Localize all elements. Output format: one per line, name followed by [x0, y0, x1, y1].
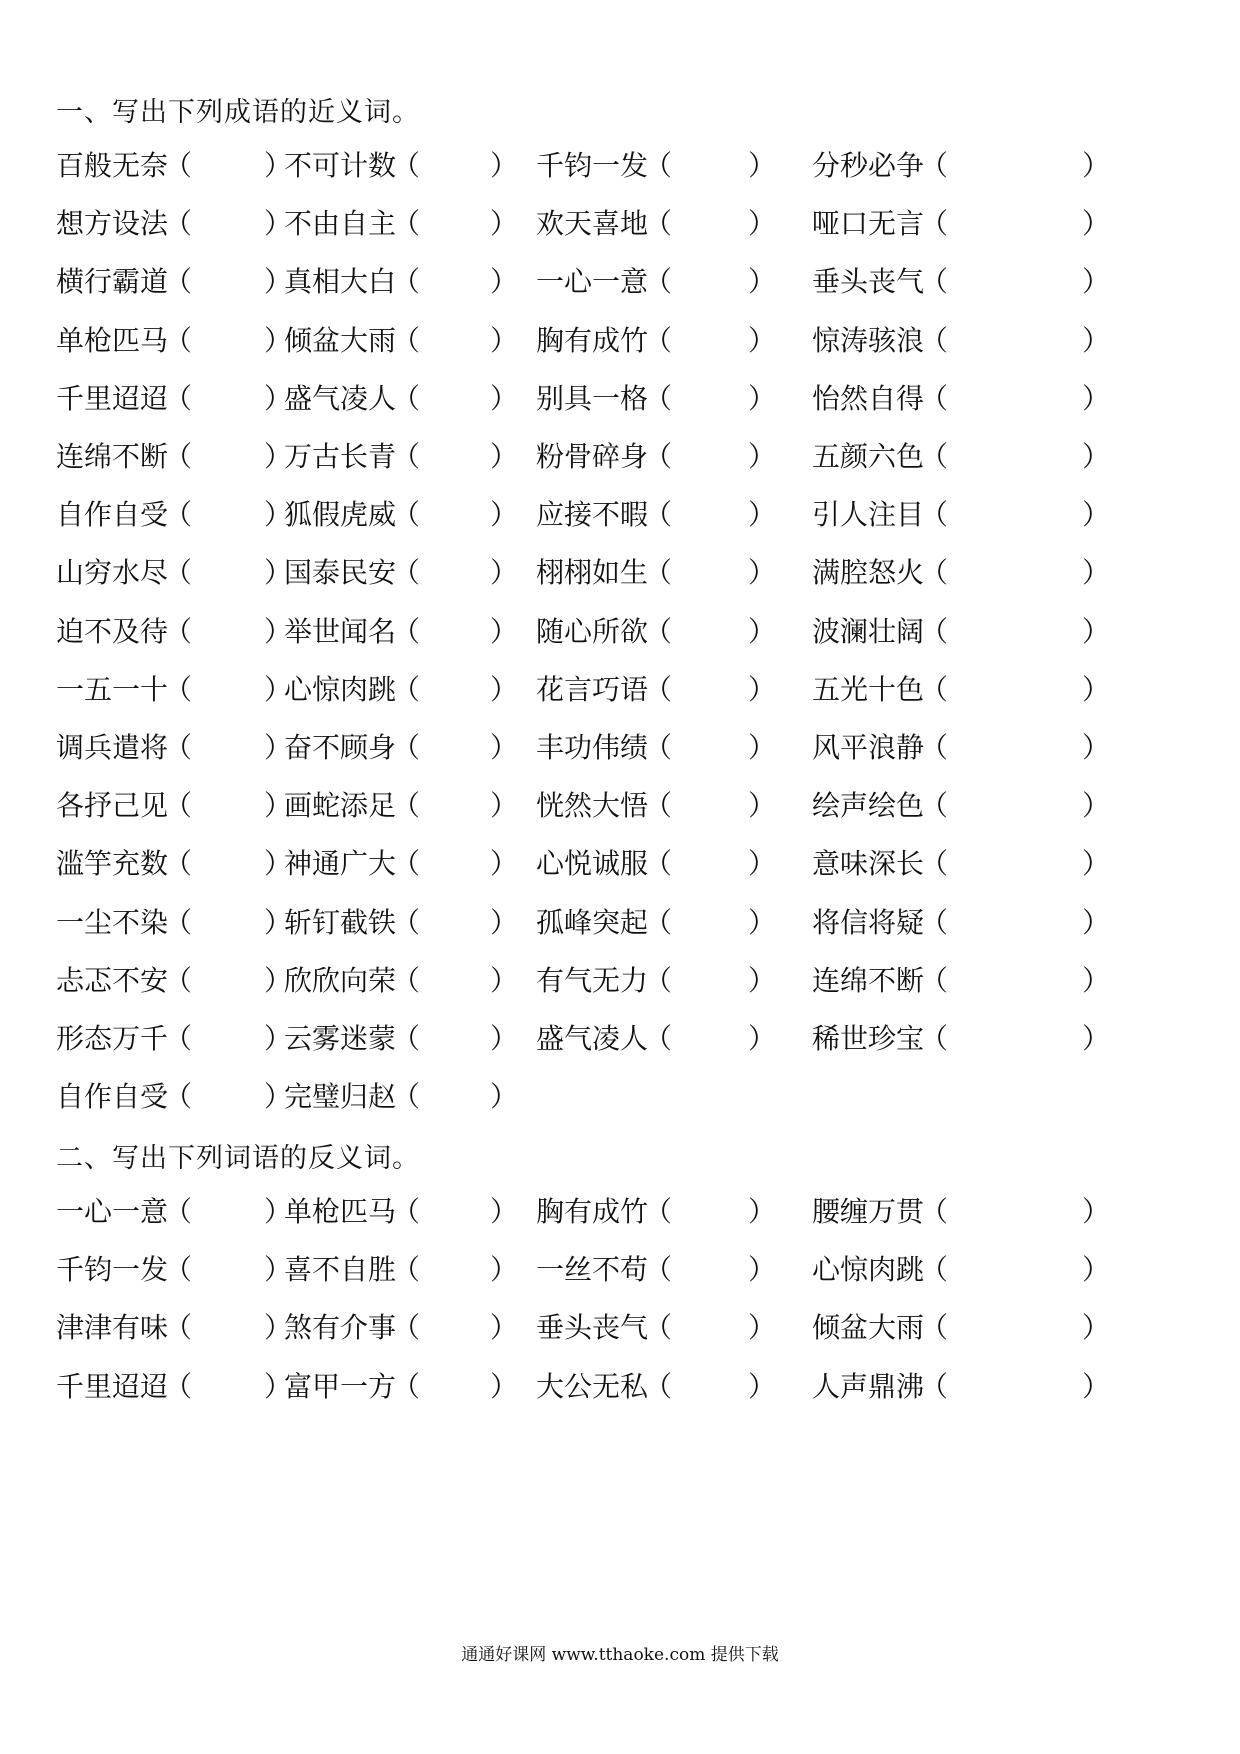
word-row	[56, 1367, 1176, 1407]
answer-paren-close: ）	[264, 905, 293, 939]
answer-paren-open: （	[164, 1195, 193, 1228]
answer-paren-open: （	[164, 731, 193, 764]
idiom-term: 盛气凌人	[284, 381, 397, 415]
idiom-term: 心惊肉跳	[284, 672, 397, 706]
idiom-term: 倾盆大雨	[812, 1311, 925, 1345]
answer-paren-open: （	[920, 381, 949, 415]
answer-paren-close: ）	[748, 1022, 777, 1055]
answer-paren-close: ）	[1082, 1022, 1111, 1055]
answer-paren-open: （	[164, 905, 193, 939]
answer-paren-open: （	[164, 498, 193, 532]
answer-paren-close: ）	[748, 498, 777, 532]
answer-paren-open: （	[164, 323, 193, 357]
word-row	[56, 786, 1176, 826]
answer-paren-open: （	[164, 556, 193, 590]
answer-paren-close: ）	[1082, 789, 1111, 823]
word-row	[56, 1077, 1176, 1117]
idiom-term: 百般无奈	[56, 149, 169, 182]
answer-paren-open: （	[392, 963, 421, 997]
section2-title: 二、写出下列词语的反义词。	[56, 1143, 420, 1174]
idiom-term: 意味深长	[812, 847, 925, 881]
answer-paren-close: ）	[748, 149, 777, 182]
idiom-term: 一心一意	[536, 265, 649, 299]
idiom-term: 煞有介事	[284, 1311, 397, 1345]
answer-paren-close: ）	[490, 1253, 519, 1287]
answer-paren-open: （	[920, 963, 949, 997]
idiom-term: 满腔怒火	[812, 556, 925, 590]
answer-paren-close: ）	[490, 847, 519, 881]
idiom-term: 奋不顾身	[284, 731, 397, 764]
answer-paren-open: （	[164, 1022, 193, 1055]
idiom-term: 波澜壮阔	[812, 614, 925, 648]
idiom-term: 千钧一发	[56, 1253, 169, 1287]
idiom-term: 心惊肉跳	[812, 1253, 925, 1287]
answer-paren-open: （	[644, 323, 673, 357]
answer-paren-close: ）	[490, 498, 519, 532]
idiom-term: 一丝不苟	[536, 1253, 649, 1287]
idiom-term: 完璧归赵	[284, 1080, 397, 1114]
answer-paren-close: ）	[264, 1195, 293, 1228]
word-row	[56, 146, 1176, 186]
answer-paren-close: ）	[748, 1253, 777, 1287]
idiom-term: 不由自主	[284, 207, 397, 241]
idiom-term: 喜不自胜	[284, 1253, 397, 1287]
idiom-term: 倾盆大雨	[284, 323, 397, 357]
idiom-term: 恍然大悟	[536, 789, 649, 823]
answer-paren-close: ）	[490, 905, 519, 939]
answer-paren-open: （	[392, 1253, 421, 1287]
answer-paren-close: ）	[1082, 440, 1111, 473]
answer-paren-open: （	[392, 1022, 421, 1055]
idiom-term: 万古长青	[284, 440, 397, 473]
answer-paren-open: （	[392, 207, 421, 241]
idiom-term: 心悦诚服	[536, 847, 649, 881]
answer-paren-close: ）	[490, 1080, 519, 1114]
answer-paren-open: （	[392, 440, 421, 473]
answer-paren-open: （	[644, 905, 673, 939]
answer-paren-open: （	[920, 847, 949, 881]
idiom-term: 稀世珍宝	[812, 1022, 925, 1055]
answer-paren-open: （	[392, 323, 421, 357]
answer-paren-close: ）	[748, 731, 777, 764]
answer-paren-open: （	[392, 498, 421, 532]
answer-paren-open: （	[164, 149, 193, 182]
answer-paren-open: （	[920, 1022, 949, 1055]
idiom-term: 绘声绘色	[812, 789, 925, 823]
answer-paren-open: （	[644, 440, 673, 473]
idiom-term: 丰功伟绩	[536, 731, 649, 764]
idiom-term: 粉骨碎身	[536, 440, 649, 473]
answer-paren-close: ）	[264, 440, 293, 473]
answer-paren-close: ）	[264, 1369, 293, 1403]
answer-paren-open: （	[644, 1022, 673, 1055]
answer-paren-close: ）	[490, 207, 519, 241]
answer-paren-open: （	[644, 498, 673, 532]
word-row	[56, 321, 1176, 361]
idiom-term: 胸有成竹	[536, 323, 649, 357]
word-row	[56, 379, 1176, 419]
answer-paren-close: ）	[490, 1195, 519, 1228]
answer-paren-open: （	[392, 614, 421, 648]
idiom-term: 一心一意	[56, 1195, 169, 1228]
idiom-term: 一五一十	[56, 672, 169, 706]
answer-paren-close: ）	[264, 1311, 293, 1345]
idiom-term: 孤峰突起	[536, 905, 649, 939]
answer-paren-open: （	[644, 1369, 673, 1403]
answer-paren-close: ）	[748, 672, 777, 706]
section1-title: 一、写出下列成语的近义词。	[56, 97, 420, 128]
answer-paren-open: （	[164, 381, 193, 415]
answer-paren-open: （	[644, 731, 673, 764]
answer-paren-close: ）	[1082, 149, 1111, 182]
answer-paren-close: ）	[1082, 1369, 1111, 1403]
answer-paren-open: （	[644, 789, 673, 823]
answer-paren-open: （	[920, 1253, 949, 1287]
answer-paren-close: ）	[1082, 265, 1111, 299]
answer-paren-open: （	[920, 789, 949, 823]
answer-paren-close: ）	[490, 672, 519, 706]
idiom-term: 画蛇添足	[284, 789, 397, 823]
idiom-term: 腰缠万贯	[812, 1195, 925, 1228]
answer-paren-open: （	[392, 556, 421, 590]
idiom-term: 风平浪静	[812, 731, 925, 764]
word-row	[56, 1192, 1176, 1232]
idiom-term: 欢天喜地	[536, 207, 649, 241]
answer-paren-close: ）	[748, 1195, 777, 1228]
answer-paren-open: （	[920, 440, 949, 473]
answer-paren-close: ）	[1082, 731, 1111, 764]
word-row	[56, 670, 1176, 710]
answer-paren-open: （	[920, 149, 949, 182]
answer-paren-open: （	[392, 149, 421, 182]
answer-paren-close: ）	[1082, 614, 1111, 648]
answer-paren-close: ）	[490, 440, 519, 473]
answer-paren-open: （	[920, 614, 949, 648]
idiom-term: 应接不暇	[536, 498, 649, 532]
idiom-term: 各抒己见	[56, 789, 169, 823]
answer-paren-open: （	[164, 1080, 193, 1114]
word-row	[56, 612, 1176, 652]
answer-paren-open: （	[644, 614, 673, 648]
answer-paren-close: ）	[264, 789, 293, 823]
answer-paren-open: （	[920, 1195, 949, 1228]
word-row	[56, 1250, 1176, 1290]
answer-paren-open: （	[164, 1311, 193, 1345]
idiom-term: 五颜六色	[812, 440, 925, 473]
answer-paren-close: ）	[490, 381, 519, 415]
answer-paren-close: ）	[264, 672, 293, 706]
idiom-term: 人声鼎沸	[812, 1369, 925, 1403]
answer-paren-open: （	[164, 847, 193, 881]
answer-paren-open: （	[392, 1080, 421, 1114]
idiom-term: 连绵不断	[56, 440, 169, 473]
answer-paren-close: ）	[748, 381, 777, 415]
answer-paren-open: （	[164, 614, 193, 648]
idiom-term: 大公无私	[536, 1369, 649, 1403]
idiom-term: 单枪匹马	[56, 323, 169, 357]
idiom-term: 千钧一发	[536, 149, 649, 182]
idiom-term: 五光十色	[812, 672, 925, 706]
idiom-term: 分秒必争	[812, 149, 925, 182]
word-row	[56, 1308, 1176, 1348]
answer-paren-open: （	[644, 149, 673, 182]
word-row	[56, 728, 1176, 768]
answer-paren-close: ）	[264, 1022, 293, 1055]
idiom-term: 哑口无言	[812, 207, 925, 241]
answer-paren-open: （	[392, 905, 421, 939]
answer-paren-open: （	[920, 1369, 949, 1403]
answer-paren-open: （	[392, 265, 421, 299]
answer-paren-close: ）	[1082, 556, 1111, 590]
answer-paren-open: （	[644, 963, 673, 997]
answer-paren-open: （	[920, 498, 949, 532]
word-row	[56, 262, 1176, 302]
answer-paren-close: ）	[264, 731, 293, 764]
idiom-term: 滥竽充数	[56, 847, 169, 881]
word-row	[56, 553, 1176, 593]
answer-paren-close: ）	[748, 847, 777, 881]
idiom-term: 富甲一方	[284, 1369, 397, 1403]
idiom-term: 随心所欲	[536, 614, 649, 648]
answer-paren-open: （	[392, 381, 421, 415]
answer-paren-open: （	[920, 265, 949, 299]
idiom-term: 栩栩如生	[536, 556, 649, 590]
idiom-term: 盛气凌人	[536, 1022, 649, 1055]
answer-paren-close: ）	[748, 1311, 777, 1345]
answer-paren-close: ）	[748, 614, 777, 648]
idiom-term: 引人注目	[812, 498, 925, 532]
answer-paren-close: ）	[748, 789, 777, 823]
answer-paren-open: （	[392, 731, 421, 764]
answer-paren-close: ）	[1082, 672, 1111, 706]
idiom-term: 有气无力	[536, 963, 649, 997]
answer-paren-close: ）	[490, 1311, 519, 1345]
idiom-term: 千里迢迢	[56, 1369, 169, 1403]
idiom-term: 自作自受	[56, 498, 169, 532]
idiom-term: 津津有味	[56, 1311, 169, 1345]
answer-paren-close: ）	[264, 207, 293, 241]
answer-paren-close: ）	[748, 440, 777, 473]
idiom-term: 连绵不断	[812, 963, 925, 997]
answer-paren-close: ）	[264, 149, 293, 182]
answer-paren-open: （	[164, 440, 193, 473]
answer-paren-close: ）	[748, 905, 777, 939]
answer-paren-close: ）	[748, 265, 777, 299]
idiom-term: 形态万千	[56, 1022, 169, 1055]
answer-paren-close: ）	[748, 207, 777, 241]
idiom-term: 斩钉截铁	[284, 905, 397, 939]
answer-paren-close: ）	[264, 963, 293, 997]
idiom-term: 真相大白	[284, 265, 397, 299]
answer-paren-close: ）	[1082, 207, 1111, 241]
idiom-term: 单枪匹马	[284, 1195, 397, 1228]
answer-paren-open: （	[164, 265, 193, 299]
answer-paren-close: ）	[264, 1080, 293, 1114]
answer-paren-close: ）	[264, 323, 293, 357]
answer-paren-close: ）	[490, 323, 519, 357]
answer-paren-close: ）	[748, 963, 777, 997]
word-row	[56, 961, 1176, 1001]
idiom-term: 云雾迷蒙	[284, 1022, 397, 1055]
answer-paren-close: ）	[1082, 498, 1111, 532]
word-row	[56, 495, 1176, 535]
answer-paren-open: （	[920, 323, 949, 357]
idiom-term: 神通广大	[284, 847, 397, 881]
answer-paren-open: （	[920, 672, 949, 706]
answer-paren-open: （	[392, 1369, 421, 1403]
answer-paren-close: ）	[490, 963, 519, 997]
answer-paren-open: （	[392, 672, 421, 706]
idiom-term: 山穷水尽	[56, 556, 169, 590]
answer-paren-open: （	[920, 207, 949, 241]
idiom-term: 胸有成竹	[536, 1195, 649, 1228]
answer-paren-open: （	[164, 207, 193, 241]
answer-paren-open: （	[644, 265, 673, 299]
word-row	[56, 1019, 1176, 1059]
idiom-term: 忐忑不安	[56, 963, 169, 997]
answer-paren-close: ）	[748, 1369, 777, 1403]
answer-paren-open: （	[644, 672, 673, 706]
answer-paren-open: （	[164, 1253, 193, 1287]
answer-paren-close: ）	[264, 847, 293, 881]
answer-paren-close: ）	[490, 556, 519, 590]
answer-paren-open: （	[392, 847, 421, 881]
answer-paren-close: ）	[1082, 1195, 1111, 1228]
idiom-term: 欣欣向荣	[284, 963, 397, 997]
idiom-term: 自作自受	[56, 1080, 169, 1114]
answer-paren-close: ）	[264, 556, 293, 590]
answer-paren-close: ）	[1082, 1253, 1111, 1287]
answer-paren-open: （	[164, 789, 193, 823]
answer-paren-close: ）	[264, 614, 293, 648]
answer-paren-close: ）	[748, 556, 777, 590]
answer-paren-close: ）	[490, 789, 519, 823]
answer-paren-open: （	[392, 789, 421, 823]
answer-paren-close: ）	[264, 498, 293, 532]
answer-paren-open: （	[392, 1311, 421, 1345]
answer-paren-close: ）	[490, 731, 519, 764]
answer-paren-open: （	[164, 963, 193, 997]
answer-paren-close: ）	[1082, 323, 1111, 357]
idiom-term: 国泰民安	[284, 556, 397, 590]
answer-paren-open: （	[644, 847, 673, 881]
answer-paren-close: ）	[490, 1022, 519, 1055]
idiom-term: 调兵遣将	[56, 731, 169, 764]
answer-paren-close: ）	[264, 1253, 293, 1287]
answer-paren-close: ）	[264, 381, 293, 415]
answer-paren-open: （	[644, 556, 673, 590]
idiom-term: 别具一格	[536, 381, 649, 415]
answer-paren-open: （	[644, 1195, 673, 1228]
answer-paren-open: （	[920, 1311, 949, 1345]
footer-text: 通通好课网 www.tthaoke.com 提供下载	[461, 1645, 779, 1665]
answer-paren-close: ）	[264, 265, 293, 299]
answer-paren-open: （	[164, 672, 193, 706]
answer-paren-open: （	[644, 207, 673, 241]
idiom-term: 狐假虎威	[284, 498, 397, 532]
answer-paren-close: ）	[490, 265, 519, 299]
answer-paren-open: （	[392, 1195, 421, 1228]
idiom-term: 垂头丧气	[536, 1311, 649, 1345]
answer-paren-close: ）	[1082, 1311, 1111, 1345]
answer-paren-close: ）	[748, 323, 777, 357]
idiom-term: 不可计数	[284, 149, 397, 182]
idiom-term: 一尘不染	[56, 905, 169, 939]
word-row	[56, 204, 1176, 244]
answer-paren-close: ）	[490, 1369, 519, 1403]
answer-paren-open: （	[644, 1253, 673, 1287]
word-row	[56, 903, 1176, 943]
answer-paren-close: ）	[490, 614, 519, 648]
idiom-term: 想方设法	[56, 207, 169, 241]
answer-paren-open: （	[920, 731, 949, 764]
answer-paren-open: （	[164, 1369, 193, 1403]
idiom-term: 将信将疑	[812, 905, 925, 939]
answer-paren-close: ）	[1082, 847, 1111, 881]
answer-paren-close: ）	[490, 149, 519, 182]
idiom-term: 举世闻名	[284, 614, 397, 648]
idiom-term: 怡然自得	[812, 381, 925, 415]
word-row	[56, 844, 1176, 884]
idiom-term: 花言巧语	[536, 672, 649, 706]
answer-paren-open: （	[644, 381, 673, 415]
idiom-term: 惊涛骇浪	[812, 323, 925, 357]
word-row	[56, 437, 1176, 477]
idiom-term: 横行霸道	[56, 265, 169, 299]
answer-paren-open: （	[920, 556, 949, 590]
idiom-term: 迫不及待	[56, 614, 169, 648]
answer-paren-close: ）	[1082, 381, 1111, 415]
answer-paren-open: （	[920, 905, 949, 939]
idiom-term: 垂头丧气	[812, 265, 925, 299]
idiom-term: 千里迢迢	[56, 381, 169, 415]
answer-paren-close: ）	[1082, 963, 1111, 997]
answer-paren-close: ）	[1082, 905, 1111, 939]
answer-paren-open: （	[644, 1311, 673, 1345]
